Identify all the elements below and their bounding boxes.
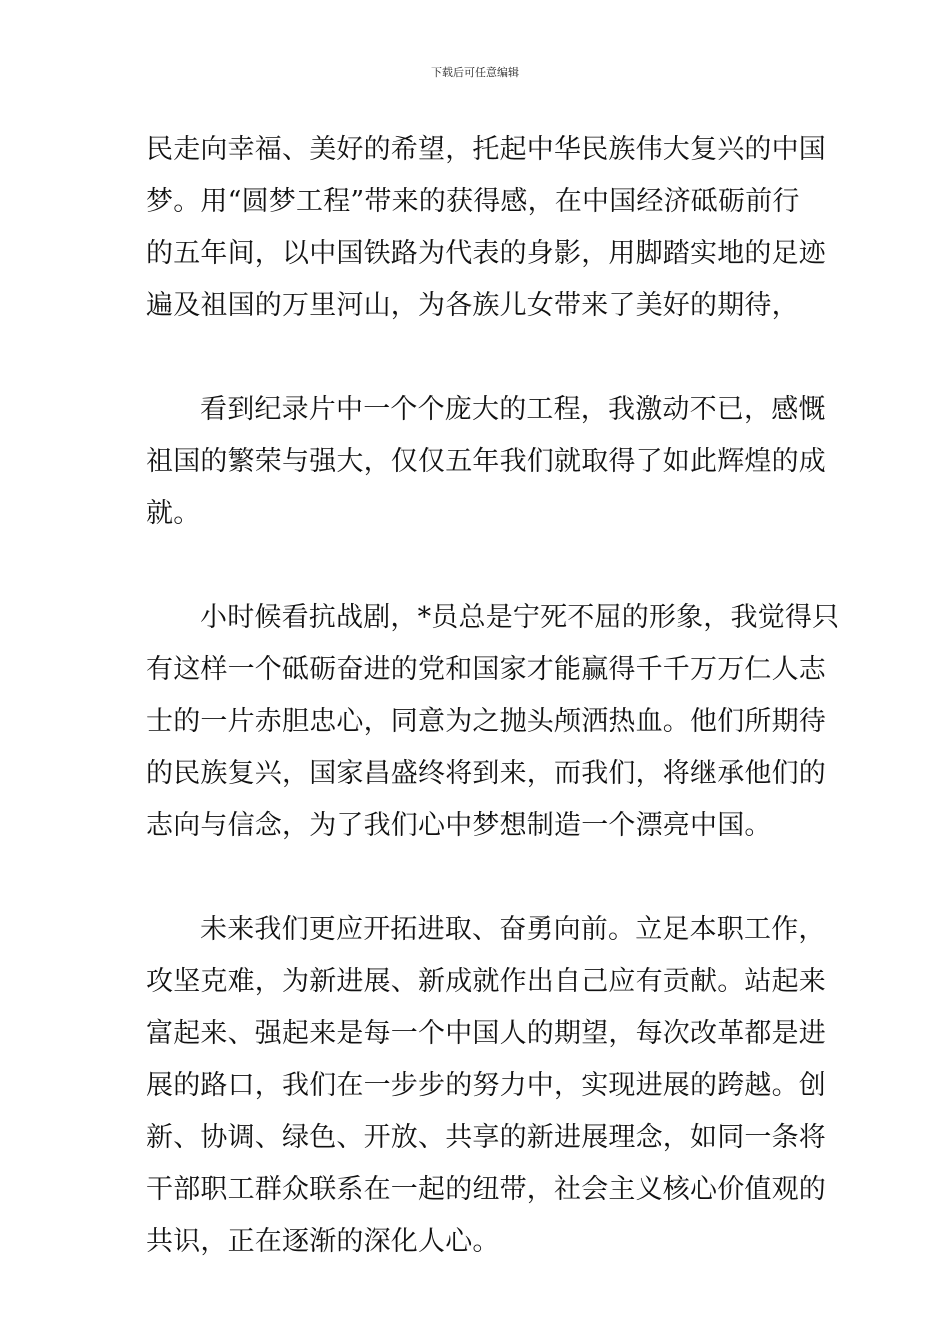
paragraph-spacer [146, 852, 808, 904]
paragraph-3 [146, 592, 840, 852]
text-line: 有这样一个砥砺奋进的党和国家才能赢得千千万万仁人志 [146, 654, 826, 685]
text-line: 就。 [146, 498, 201, 529]
text-line: 士的一片赤胆忠心，同意为之抛头颅洒热血。他们所期待 [146, 706, 826, 737]
text-line: 遍及祖国的万里河山，为各族儿女带来了美好的期待， [146, 290, 799, 321]
text-line: 富起来、强起来是每一个中国人的期望，每次改革都是进 [146, 1018, 826, 1049]
text-line: 新、协调、绿色、开放、共享的新进展理念，如同一条将 [146, 1122, 826, 1153]
text-line: 的五年间，以中国铁路为代表的身影，用脚踏实地的足迹 [146, 238, 826, 269]
text-line: 祖国的繁荣与强大，仅仅五年我们就取得了如此辉煌的成 [146, 446, 826, 477]
paragraph-2 [146, 384, 826, 540]
page-header-note: 下载后可任意编辑 [431, 66, 519, 79]
text-line: 小时候看抗战剧，*员总是宁死不屈的形象，我觉得只 [200, 602, 840, 633]
text-line: 攻坚克难，为新进展、新成就作出自己应有贡献。站起来 [146, 966, 826, 997]
text-line: 看到纪录片中一个个庞大的工程，我激动不已，感慨 [200, 394, 826, 425]
text-line: 梦。用“圆梦工程”带来的获得感，在中国经济砥砺前行 [146, 186, 800, 217]
paragraph-4 [146, 904, 826, 1268]
text-line: 干部职工群众联系在一起的纽带，社会主义核心价值观的 [146, 1174, 826, 1205]
text-line: 共识，正在逐渐的深化人心。 [146, 1226, 500, 1257]
text-line: 的民族复兴，国家昌盛终将到来，而我们，将继承他们的 [146, 758, 826, 789]
text-line: 展的路口，我们在一步步的努力中，实现进展的跨越。创 [146, 1070, 826, 1101]
paragraph-spacer [146, 332, 808, 384]
text-line: 志向与信念，为了我们心中梦想制造一个漂亮中国。 [146, 810, 772, 841]
text-line: 未来我们更应开拓进取、奋勇向前。立足本职工作， [200, 914, 826, 945]
paragraph-1 [146, 124, 826, 332]
paragraph-spacer [146, 540, 808, 592]
text-line: 民走向幸福、美好的希望，托起中华民族伟大复兴的中国 [146, 134, 826, 165]
document-body [146, 124, 840, 1268]
